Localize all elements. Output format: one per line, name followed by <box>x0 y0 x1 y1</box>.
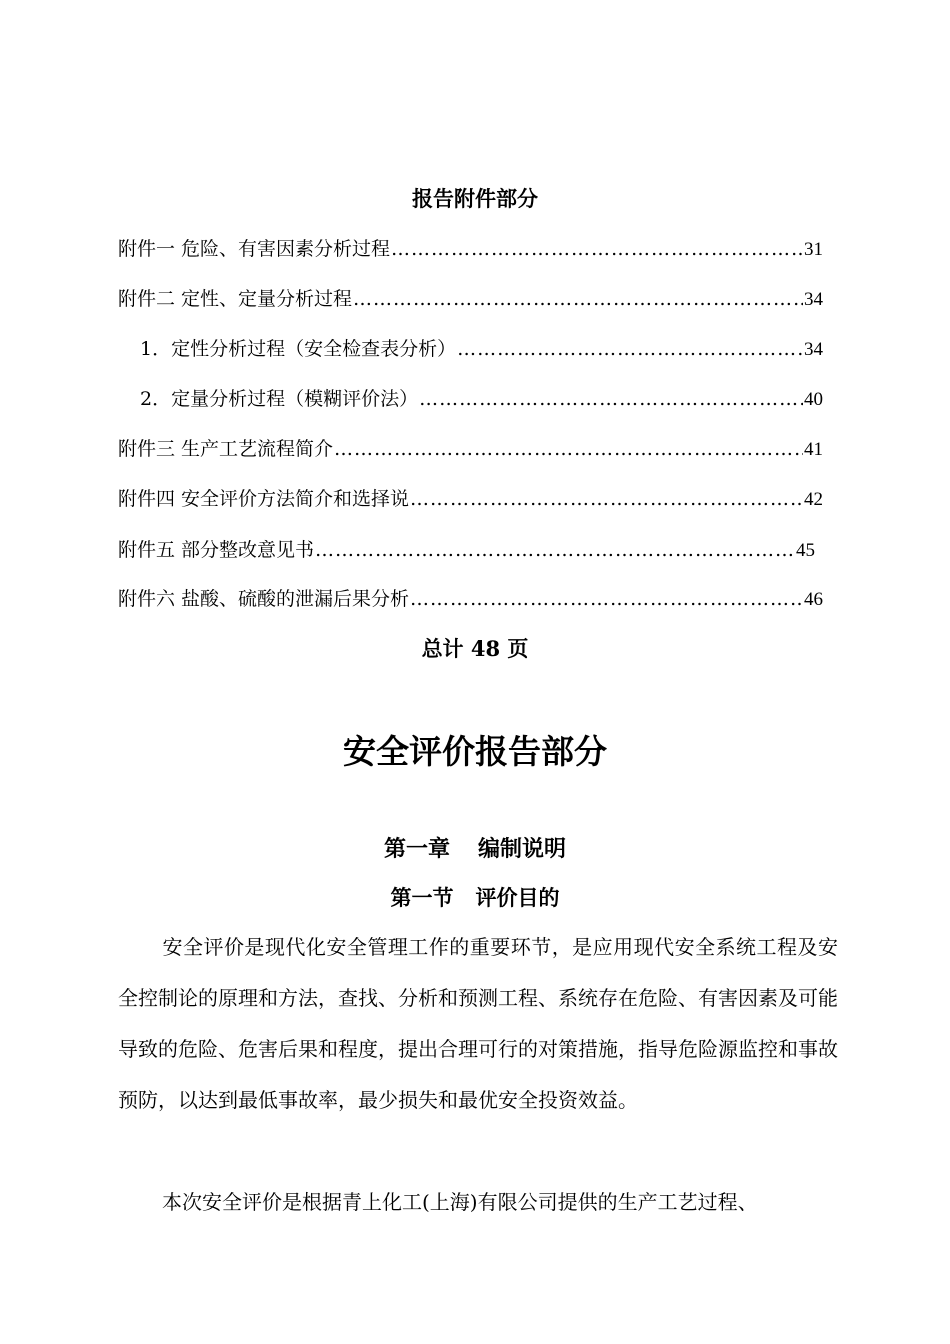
section-name: 评价目的 <box>475 885 560 910</box>
toc-entry-page: 46 <box>804 589 823 610</box>
toc-entry-label: 附件三 生产工艺流程简介 <box>118 438 334 460</box>
toc-entry-label: 2．定量分析过程（模糊评价法） <box>140 388 419 410</box>
total-pages: 总计 48 页 <box>421 636 529 661</box>
toc-entry-page: 42 <box>804 489 823 510</box>
body-paragraph <box>118 1177 838 1228</box>
toc-entry-label: 1．定性分析过程（安全检查表分析） <box>140 338 457 360</box>
toc-entry-label: 附件一 危险、有害因素分析过程 <box>118 238 391 260</box>
toc-leader-dots <box>391 238 803 260</box>
section-number: 第一节 <box>390 885 454 910</box>
toc-subentry[interactable] <box>140 334 823 364</box>
toc-entry[interactable] <box>118 584 823 614</box>
toc-subentry[interactable] <box>140 384 823 414</box>
chapter-heading <box>0 832 950 863</box>
toc-leader-dots <box>457 338 803 360</box>
chapter-number: 第一章 <box>383 836 450 862</box>
toc-entry-page: 34 <box>804 289 823 310</box>
toc-leader-dots <box>410 488 803 510</box>
body-paragraph <box>118 922 838 1126</box>
report-title: 安全评价报告部分 <box>343 732 607 771</box>
toc-leader-dots <box>315 539 795 561</box>
toc-entry[interactable] <box>118 284 823 314</box>
toc-leader-dots <box>419 388 803 410</box>
toc-entry-label: 附件四 安全评价方法简介和选择说 <box>118 488 410 510</box>
section-heading <box>0 882 950 912</box>
toc-leader-dots <box>353 288 803 310</box>
appendix-section-title: 报告附件部分 <box>412 186 538 211</box>
toc-leader-dots <box>334 438 803 460</box>
toc-entry[interactable] <box>118 234 823 264</box>
toc-entry-label: 附件五 部分整改意见书 <box>118 539 315 561</box>
toc-entry-page: 41 <box>804 439 823 460</box>
toc-leader-dots <box>410 588 803 610</box>
toc-entry-label: 附件六 盐酸、硫酸的泄漏后果分析 <box>118 588 410 610</box>
chapter-name: 编制说明 <box>478 836 567 862</box>
paragraph-text: 安全评价是现代化安全管理工作的重要环节，是应用现代安全系统工程及安全控制论的原理和方法，查找、分析和预测工程、系统存在危险、有害因素及可能导致的危险、危害后果和程度，提出合理可行的对策措施，指导危险源监控和事故预防，以达到最低事故率，最少损失和最优安全投资效益。 <box>118 935 838 1112</box>
toc-entry[interactable] <box>118 434 823 464</box>
toc-entry-page: 40 <box>804 389 823 410</box>
toc-entry-page: 45 <box>796 540 815 561</box>
toc-entry-page: 31 <box>804 239 823 260</box>
paragraph-text: 本次安全评价是根据青上化工(上海)有限公司提供的生产工艺过程、 <box>162 1190 758 1214</box>
toc-entry[interactable] <box>118 535 815 565</box>
toc-entry-label: 附件二 定性、定量分析过程 <box>118 288 353 310</box>
toc-entry[interactable] <box>118 484 823 514</box>
toc-entry-page: 34 <box>804 339 823 360</box>
